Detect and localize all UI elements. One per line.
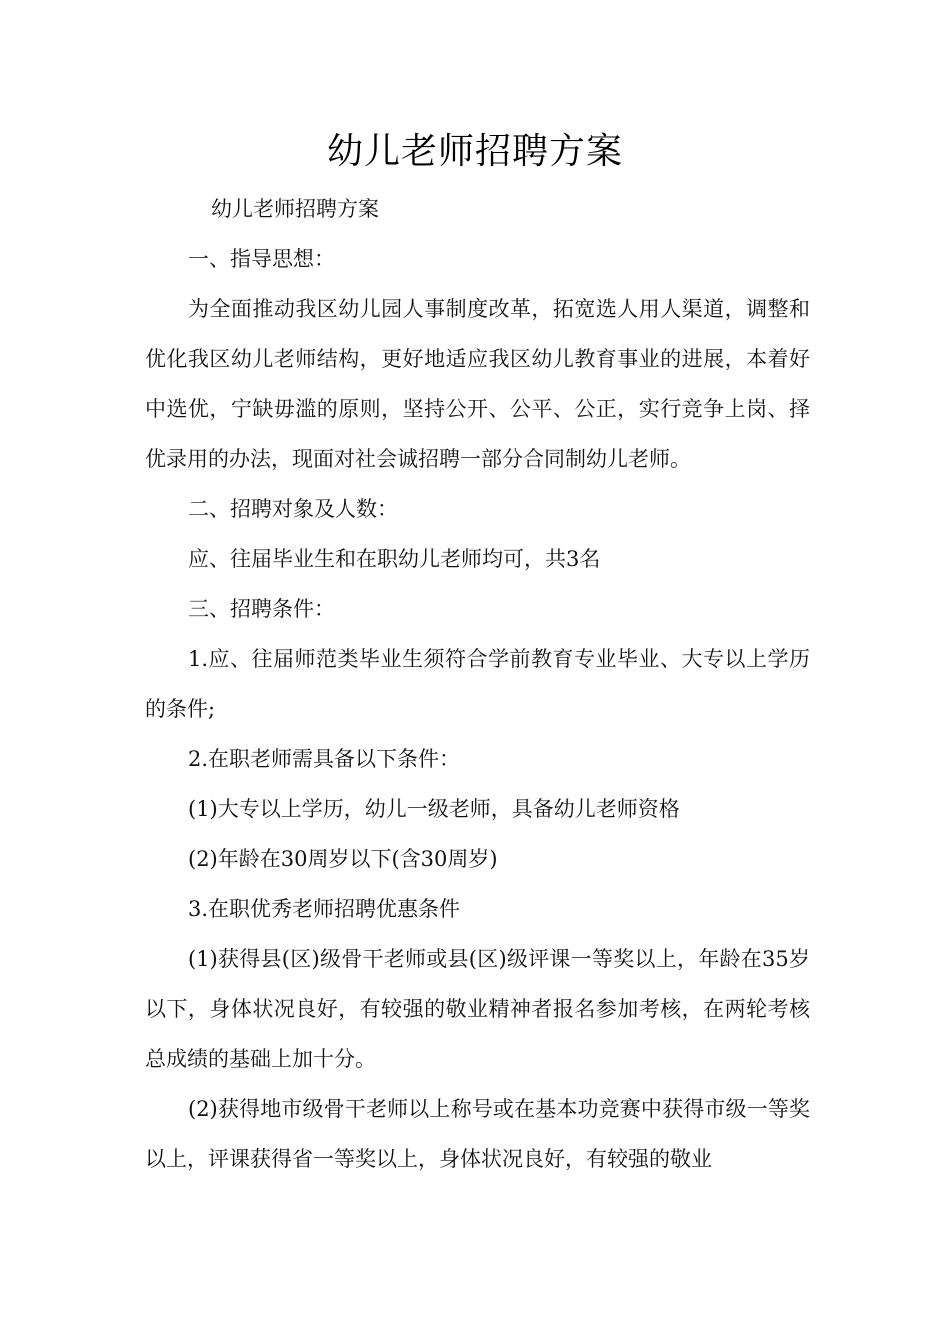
document-subtitle: 幼儿老师招聘方案	[211, 197, 379, 221]
list-item-condition-2-2: (2)年龄在30周岁以下(含30周岁)	[188, 847, 498, 871]
list-item-condition-1: 1.应、往届师范类毕业生须符合学前教育专业毕业、大专以上学历的条件;	[145, 647, 810, 721]
document-title: 幼儿老师招聘方案	[326, 131, 623, 172]
paragraph-guiding-thought: 为全面推动我区幼儿园人事制度改革，拓宽选人用人渠道，调整和优化我区幼儿老师结构，更好地适应我区幼儿教育事业的进展，本着好中选优，宁缺毋滥的原则，坚持公开、公平、公正，实行竞争上岗、择优录用的办法，现面对社会诚招聘一部分合同制幼儿老师。	[145, 297, 810, 471]
section-heading-recruitment-target: 二、招聘对象及人数：	[188, 497, 398, 521]
section-heading-recruitment-conditions: 三、招聘条件：	[188, 597, 335, 621]
section-heading-guiding-thought: 一、指导思想：	[188, 247, 335, 271]
list-item-condition-2: 2.在职老师需具备以下条件：	[188, 747, 461, 771]
list-item-condition-3-1: (1)获得县(区)级骨干老师或县(区)级评课一等奖以上，年龄在35岁以下，身体状况良好，有较强的敬业精神者报名参加考核，在两轮考核总成绩的基础上加十分。	[145, 947, 810, 1071]
document-body	[145, 184, 810, 1184]
list-item-condition-3-2: (2)获得地市级骨干老师以上称号或在基本功竞赛中获得市级一等奖以上，评课获得省一等奖以上，身体状况良好，有较强的敬业	[145, 1097, 810, 1171]
paragraph-recruitment-target: 应、往届毕业生和在职幼儿老师均可，共3名	[188, 547, 601, 571]
list-item-condition-2-1: (1)大专以上学历，幼儿一级老师，具备幼儿老师资格	[188, 797, 680, 821]
list-item-condition-3: 3.在职优秀老师招聘优惠条件	[188, 897, 461, 921]
